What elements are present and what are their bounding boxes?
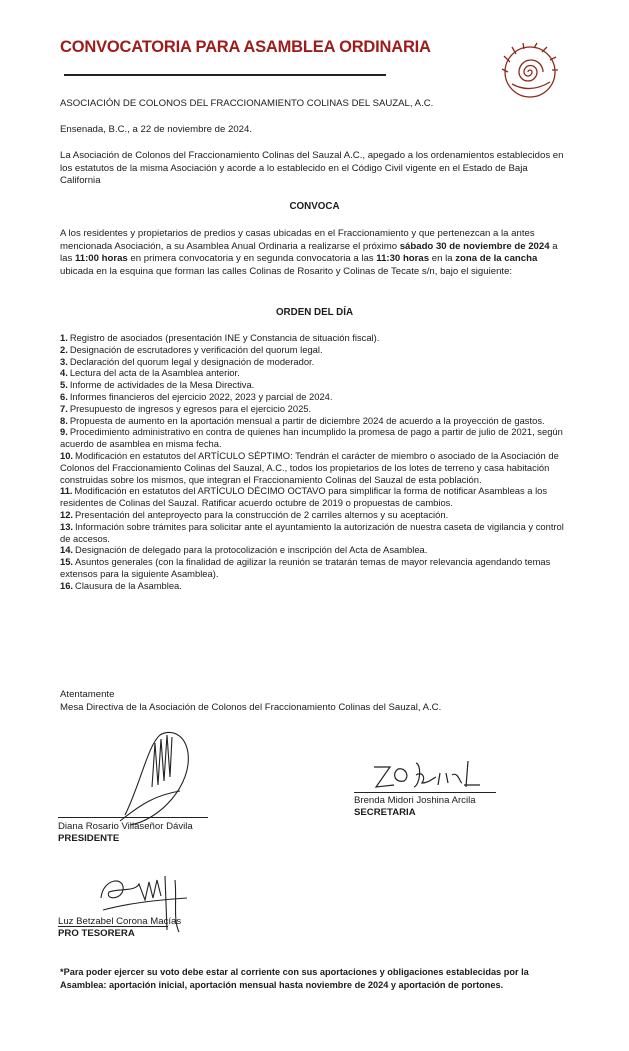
agenda-item xyxy=(60,521,568,545)
agenda-item xyxy=(60,356,568,368)
agenda-item-text: Presupuesto de ingresos y egresos para el ejercicio 2025. xyxy=(69,402,312,414)
closing xyxy=(60,689,566,714)
agenda-item-text: Modificación en estatutos del ARTÍCULO SÉPTIMO: Tendrán el carácter de miembro o asociado de la Asociación de Colonos del Fraccionamiento Colinas del Sauzal, A.C., todos los propietarios de los lotes de terreno y casa habitación construidas sobre los mismos, que integran el Fraccionamiento Colinas del Sauzal de esta población. xyxy=(60,449,559,485)
treasurer-name: Luz Betzabel Corona Macías xyxy=(58,916,182,927)
agenda-item-number: 8. xyxy=(60,414,68,426)
agenda-item xyxy=(60,450,568,485)
secretary-block xyxy=(354,795,476,819)
agenda-item-text: Informe de actividades de la Mesa Directiva. xyxy=(69,379,255,391)
agenda-item xyxy=(60,403,568,415)
president-signature-line xyxy=(58,817,208,818)
secretary-signature xyxy=(370,755,490,795)
agenda-item-text: Designación de delegado para la protocolización e inscripción del Acta de Asamblea. xyxy=(75,544,428,556)
intro-paragraph: La Asociación de Colonos del Fraccionamiento Colinas del Sauzal A.C., apegado a los ordenamientos establecidos en los estatutos de la misma Asociación y acorde a lo establecido en el Código Civil vigente en el Estado de Baja California xyxy=(60,150,564,186)
agenda-item-text: Declaración del quorum legal y designación de moderador. xyxy=(69,355,315,367)
agenda-item-text: Asuntos generales (con la finalidad de agilizar la reunión se tratarán temas de mayor relevancia agendando temas extensos para la siguiente Asamblea). xyxy=(60,556,551,579)
agenda-item xyxy=(60,509,568,521)
agenda-item-text: Designación de escrutadores y verificación del quorum legal. xyxy=(69,343,323,355)
agenda-item xyxy=(60,344,568,356)
agenda-item xyxy=(60,379,568,391)
agenda-item xyxy=(60,415,568,427)
agenda-item-text: Informes financieros del ejercicio 2022, 2023 y parcial de 2024. xyxy=(69,390,333,402)
agenda-item-number: 6. xyxy=(60,390,68,402)
agenda-item-text: Procedimiento administrativo en contra de quienes han incumplido la promesa de pago a partir de julio de 2021, según acuerdo de asamblea en misma fecha. xyxy=(60,426,563,450)
secretary-role: SECRETARIA xyxy=(354,807,416,818)
date-line: Ensenada, B.C., a 22 de noviembre de 2024. xyxy=(60,124,253,135)
agenda-item-number: 15. xyxy=(60,556,74,568)
agenda-item-number: 11. xyxy=(60,485,73,497)
agenda-item-text: Lectura del acta de la Asamblea anterior. xyxy=(69,367,240,379)
agenda-item-text: Registro de asociados (presentación INE y Constancia de situación fiscal). xyxy=(69,332,380,343)
document-title: CONVOCATORIA PARA ASAMBLEA ORDINARIA xyxy=(60,38,431,56)
treasurer-block xyxy=(58,916,181,940)
president-role: PRESIDENTE xyxy=(58,833,120,844)
agenda-item-number: 2. xyxy=(60,343,68,355)
agenda-item-number: 1. xyxy=(60,332,68,343)
agenda-item-text: Presentación del anteproyecto para la construcción de 2 carriles alternos y su aceptación. xyxy=(75,508,449,520)
agenda-item-number: 3. xyxy=(60,355,68,367)
closing-salutation: Atentamente xyxy=(60,689,115,700)
agenda-item xyxy=(60,391,568,403)
closing-signatory: Mesa Directiva de la Asociación de Colonos del Fraccionamiento Colinas del Sauzal, A.C. xyxy=(60,701,442,713)
agenda-item-number: 12. xyxy=(60,508,74,520)
agenda-item xyxy=(60,544,568,556)
agenda-item-number: 5. xyxy=(60,379,68,391)
convoca-heading: CONVOCA xyxy=(289,201,340,212)
agenda-item xyxy=(60,556,568,580)
treasurer-role: PRO TESORERA xyxy=(58,928,135,939)
agenda-item xyxy=(60,332,568,344)
agenda-list xyxy=(60,332,568,592)
agenda-item-number: 9. xyxy=(60,426,68,438)
agenda-item-number: 13. xyxy=(60,520,74,532)
association-name: ASOCIACIÓN DE COLONOS DEL FRACCIONAMIENTO COLINAS DEL SAUZAL, A.C. xyxy=(60,98,434,109)
secretary-signature-line xyxy=(354,792,496,793)
spiral-shell-logo-icon xyxy=(500,42,560,102)
agenda-item xyxy=(60,485,568,509)
secretary-name: Brenda Midori Joshina Arcila xyxy=(354,795,476,806)
title-underline xyxy=(64,74,386,76)
agenda-item-number: 4. xyxy=(60,367,68,379)
agenda-item-text: Información sobre trámites para solicitar ante el ayuntamiento la autorización de nuestra caseta de vigilancia y control de accesos. xyxy=(60,520,564,544)
footnote: *Para poder ejercer su voto debe estar al corriente con sus aportaciones y obligaciones establecidas por la Asamblea: aportación inicial, aportación mensual hasta noviembre de 2024 y aportación de portones. xyxy=(60,967,529,990)
president-signature xyxy=(100,725,200,830)
agenda-item-number: 10. xyxy=(60,449,74,461)
agenda-item-text: Clausura de la Asamblea. xyxy=(75,579,182,591)
agenda-item-text: Modificación en estatutos del ARTÍCULO DÉCIMO OCTAVO para simplificar la forma de notificar Asambleas a los residentes de Colinas del Sauzal. Ratificar acuerdo octubre de 2019 o propuestas de cambios. xyxy=(60,485,548,509)
agenda-item xyxy=(60,580,568,592)
meeting-date: sábado 30 de noviembre de 2024 xyxy=(399,240,550,252)
meeting-place: zona de la cancha xyxy=(455,253,538,264)
agenda-item xyxy=(60,367,568,379)
president-name: Diana Rosario Villaseñor Dávila xyxy=(58,821,193,832)
convoca-paragraph: A los residentes y propietarios de predios y casas ubicadas en el Fraccionamiento y que pertenezcan a la antes mencionada Asociación, a su Asamblea Anual Ordinaria a realizarse el próximo sábado 30 de noviembre de 2024 a las 11:00 horas en primera convocatoria y en segunda convocatoria a las 11:30 horas en la zona de la cancha ubicada en la esquina que forman las calles Colinas de Rosarito y Colinas de Tecate s/n, bajo el siguiente: xyxy=(60,228,558,277)
agenda-item-number: 7. xyxy=(60,402,68,414)
agenda-item-number: 14. xyxy=(60,544,74,556)
agenda-heading: ORDEN DEL DÍA xyxy=(275,307,354,318)
agenda-item xyxy=(60,426,568,450)
agenda-item-text: Propuesta de aumento en la aportación mensual a partir de diciembre 2024 de acuerdo a la proyección de gastos. xyxy=(69,414,545,426)
second-call-time: 11:30 horas xyxy=(376,253,430,264)
agenda-item-number: 16. xyxy=(60,579,74,591)
first-call-time: 11:00 horas xyxy=(74,253,128,264)
president-block xyxy=(58,821,193,845)
